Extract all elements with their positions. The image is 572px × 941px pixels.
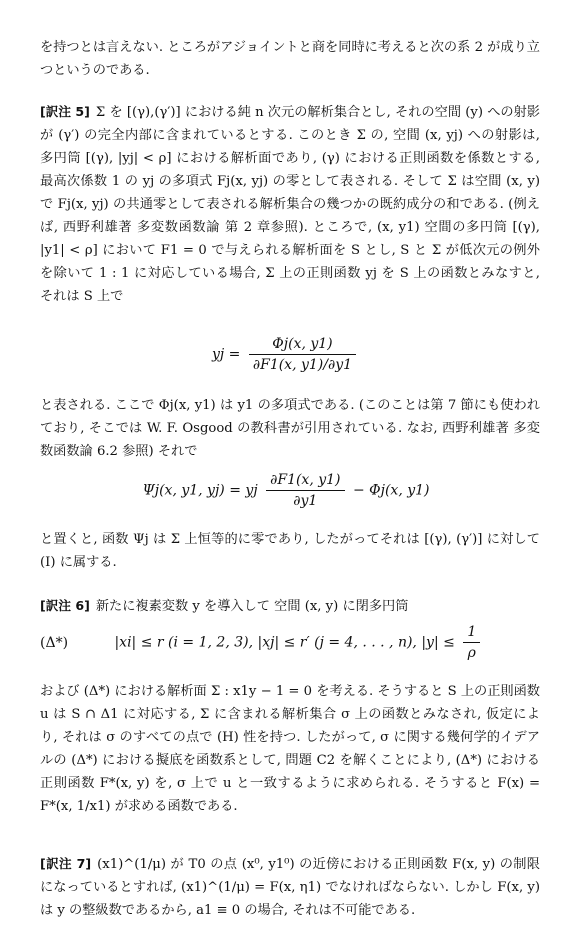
note-7-label: [訳注 7] <box>40 856 92 871</box>
equation-2 <box>0 472 572 509</box>
note-6-label: [訳注 6] <box>40 598 90 613</box>
note-6 <box>40 594 540 618</box>
equation-2-numerator: ∂F1(x, y1) <box>266 472 344 491</box>
note-7-text: (x1)^(1/μ) が T0 の点 (x⁰, y1⁰) の近傍における正則函数 F(x, y) の制限になっているとすれば, (x1)^(1/μ) = F(x, η1) でなければならない. しかし F(x, y) は y の整級数であるから, a1 ≡ 0 の場合, それは不可能である. <box>40 857 540 918</box>
equation-2-fraction <box>266 472 344 509</box>
note-5-continued-text: と表される. ここで Φj(x, y1) は y1 の多項式である. (このことは第 7 節にも使われており, そこでは W. F. Osgood の教科書が引用されている. なお, 西野利雄著 多変数函数論 6.2 参照) それで <box>40 398 540 459</box>
equation-1-numerator: Φj(x, y1) <box>249 336 356 355</box>
paragraph-intro <box>40 36 540 82</box>
equation-1-lhs: yj = <box>211 346 241 363</box>
equation-1 <box>0 336 572 373</box>
note-5-conclusion <box>40 528 540 574</box>
equation-3-fraction <box>463 624 480 661</box>
equation-2-rhs: − Φj(x, y1) <box>352 482 430 499</box>
note-7 <box>40 852 540 922</box>
paragraph-intro-text: を持つとは言えない. ところがアジョイントと商を同時に考えると次の系 2 が成り立つというのである. <box>40 40 540 78</box>
equation-1-denominator: ∂F1(x, y1)/∂y1 <box>252 357 353 373</box>
note-6-continued-text: および (Δ*) における解析面 Σ : x1y − 1 = 0 を考える. そうすると S 上の正則函数 u は S ∩ Δ1 に対応する, Σ に含まれる解析集合 σ 上の函数とみなされ, 仮定により, それは σ のすべての点で (H) 性を持つ. したがって, σ に関する幾何学的イデアルの (Δ*) における擬底を函数系として, 問題 C2 を解くことにより, (Δ*) における正則函数 F*(x, y) を, σ 上で u と一致するように求められる. そうすると F(x) = F*(x, 1/x1) が求める函数である. <box>40 684 540 814</box>
equation-1-fraction <box>249 336 356 373</box>
equation-2-denominator: ∂y1 <box>293 493 318 509</box>
note-5-label: [訳注 5] <box>40 104 90 119</box>
note-5-conclusion-text: と置くと, 函数 Ψj は Σ 上恒等的に零であり, したがってそれは [(γ), (γ′)] に対して (I) に属する. <box>40 532 540 570</box>
equation-3-body: |xi| ≤ r (i = 1, 2, 3), |xj| ≤ r′ (j = 4, . . . , n), |y| ≤ <box>114 634 455 651</box>
equation-2-lhs: Ψj(x, y1, yj) = yj <box>142 482 258 499</box>
equation-3 <box>40 624 540 661</box>
equation-3-denominator: ρ <box>467 645 476 661</box>
note-5-continued <box>40 394 540 463</box>
note-6-text: 新たに複素変数 y を導入して 空間 (x, y) に閉多円筒 <box>95 599 409 614</box>
equation-3-tag: (Δ*) <box>40 634 69 651</box>
note-5-text: Σ を [(γ),(γ′)] における純 n 次元の解析集合とし, それの空間 (y) への射影が (γ′) の完全内部に含まれているとする. このとき Σ の, 空間 (x, yj) への射影は, 多円筒 [(γ), |yj| < ρ] における解析面であり, (γ) における正則函数を係数とする, 最高次係数 1 の yj の多項式 Fj(x, yj) の零として表される. そして Σ は空間 (x, y) で Fj(x, yj) の共通零として表される解析集合の幾つかの既約成分の和である. (例えば, 西野利雄著 多変数函数論 第 2 章参照). ところで, (x, y1) 空間の多円筒 [(γ), |y1| < ρ] において F1 = 0 で与えられる解析面を S とし, S と Σ が低次元の例外を除いて 1 : 1 に対応している場合, Σ 上の正則函数 yj を S 上の函数とみなすと, それは S 上で <box>40 105 540 304</box>
note-6-continued <box>40 680 540 818</box>
note-5 <box>40 100 540 308</box>
equation-3-numerator: 1 <box>463 624 480 643</box>
